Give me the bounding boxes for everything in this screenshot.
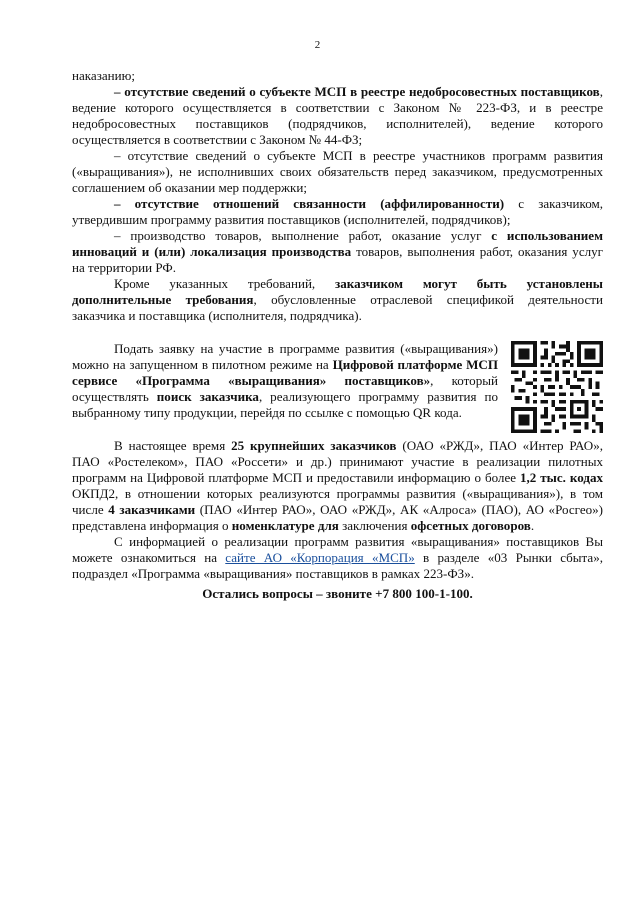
requirement-no-unfair-registry — [72, 84, 603, 148]
bold-text: Цифровой платформе МСП сервисе «Программа «выращивания» поставщиков» — [72, 357, 498, 388]
bold-text: с использованием инноваций и (или) локализация производства — [72, 228, 603, 259]
pilot-customers-paragraph — [72, 438, 603, 534]
contact-line: Остались вопросы – звоните +7 800 100-1-100. — [202, 586, 473, 601]
body-text: , реализующего программу развития по выбранному типу продукции, перейдя по ссылке с помощью QR кода. — [72, 389, 499, 420]
requirement-no-program-registry: – отсутствие сведений о субъекте МСП в реестре участников программ развития («выращивания»), не исполнивших своих обязательств перед заказчиком, предусмотренных соглашением об оказании мер поддержки; — [72, 148, 603, 195]
bold-text: номенклатуре для — [231, 518, 339, 533]
qr-code-icon[interactable] — [511, 341, 603, 433]
bold-text: поиск заказчика — [156, 389, 259, 404]
corporation-website-link[interactable]: сайте АО «Корпорация «МСП» — [225, 550, 415, 565]
bold-text: офсетных договоров — [410, 518, 531, 533]
bold-text: – отсутствие отношений связанности (аффилированности) — [114, 196, 505, 211]
application-instructions — [72, 341, 498, 421]
body-text: с заказчиком, утвердившим программу развития поставщиков (исполнителей, подрядчиков); — [72, 196, 603, 227]
bold-text: 4 заказчиками — [108, 502, 196, 517]
bold-text: 25 крупнейших заказчиков — [231, 438, 397, 453]
body-text: заключения — [338, 518, 411, 533]
body-text: – производство товаров, выполнение работ, оказание услуг — [114, 228, 492, 243]
bold-text: заказчиком могут быть установлены дополнительные требования — [72, 276, 603, 307]
qr-section — [72, 341, 603, 421]
body-text: (ОАО «РЖД», ПАО «Интер РАО», ПАО «Ростелеком», ПАО «Россети» и др.) принимают участие в реализации пилотных программ на Цифровой платформе МСП и предоставили информацию о более — [72, 438, 603, 485]
page-number: 2 — [314, 39, 321, 51]
body-text: (ПАО «Интер РАО», ОАО «РЖД», АК «Алроса» (ПАО), АО «Росгео») представлена информация о — [72, 502, 603, 533]
requirement-innovation — [72, 228, 603, 276]
more-info-paragraph — [72, 534, 603, 582]
body-text: С информацией о реализации программ развития «выращивания» поставщиков Вы можете ознакомиться на — [72, 534, 603, 565]
body-text: Подать заявку на участие в программе развития («выращивания») можно на запущенном в пилотном режиме на — [72, 341, 498, 372]
body-text: ОКПД2, в отношении которых реализуются программы развития («выращивания»), в том числе — [72, 486, 603, 517]
additional-requirements — [72, 276, 603, 324]
body-text: , обусловленные отраслевой спецификой деятельности заказчика и поставщика (исполнителя, подрядчика). — [72, 292, 603, 323]
bold-text: – отсутствие сведений о субъекте МСП в реестре недобросовестных поставщиков — [114, 84, 600, 99]
requirement-no-affiliation — [72, 196, 603, 228]
body-text: в разделе «03 Рынки сбыта», подраздел «Программа «выращивания» поставщиков в рамках 223-ФЗ». — [72, 550, 603, 581]
body-text: . — [530, 518, 535, 533]
body-text: , который осуществлять — [72, 373, 498, 404]
body-text: Кроме указанных требований, — [114, 276, 336, 291]
body-text: В настоящее время — [114, 438, 232, 453]
bold-text: 1,2 тыс. кодах — [519, 470, 603, 485]
paragraph-continuation: наказанию; — [72, 68, 135, 83]
document-body — [72, 68, 603, 602]
body-text: , ведение которого осуществляется в соответствии с Законом № 223-ФЗ, и в реестре недобросовестных поставщиков (подрядчиков, исполнителей), ведение которого осуществляется в соответствии с Законом № 44-ФЗ; — [72, 84, 603, 147]
body-text: товаров, выполнения работ, оказания услуг на территории РФ. — [72, 244, 603, 275]
